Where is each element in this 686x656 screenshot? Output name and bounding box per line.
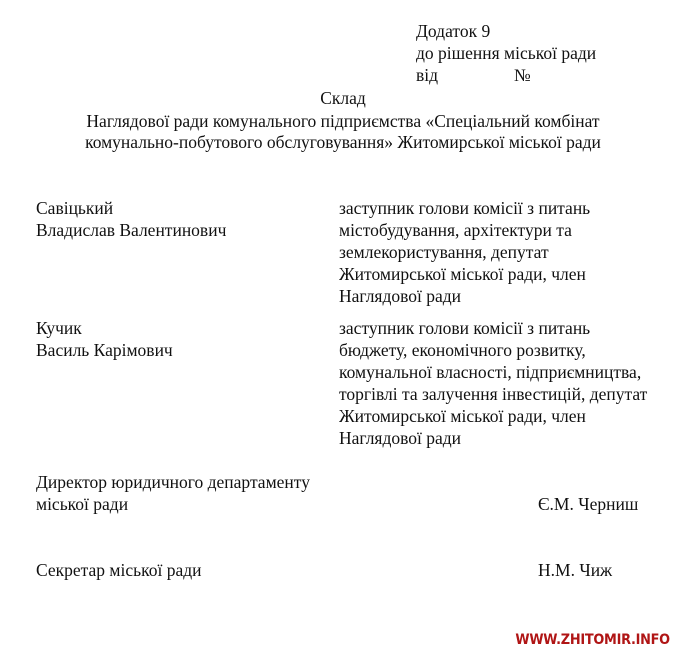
signature-name: Є.М. Черниш <box>538 494 639 514</box>
member-position-line: бюджету, економічного розвитку, <box>339 340 586 360</box>
member-surname: Савіцький <box>36 198 114 218</box>
member-position-line: комунальної власності, підприємництва, <box>339 362 642 382</box>
signature-title-line: Секретар міської ради <box>36 560 202 580</box>
document-heading: Склад <box>320 88 366 108</box>
member-position-line: Наглядової ради <box>339 428 462 448</box>
annex-decision: до рішення міської ради <box>416 43 597 63</box>
annex-date-number <box>416 64 596 86</box>
member-position-line: заступник голови комісії з питань <box>339 318 591 338</box>
member-position-line: Житомирської міської ради, член <box>339 406 586 426</box>
member-position-line: Наглядової ради <box>339 286 462 306</box>
member-position-line: землекористування, депутат <box>339 242 549 262</box>
member-position-line: містобудування, архітектури та <box>339 220 572 240</box>
document-title-line-2: комунально-побутового обслуговування» Житомирської міської ради <box>85 132 601 152</box>
signature-title-line: міської ради <box>36 494 129 514</box>
member-surname: Кучик <box>36 318 82 338</box>
annex-header <box>416 20 596 86</box>
annex-from: від <box>416 65 439 85</box>
member-position-line: заступник голови комісії з питань <box>339 198 591 218</box>
member-position-line: Житомирської міської ради, член <box>339 264 586 284</box>
member-given-name: Владислав Валентинович <box>36 220 227 240</box>
annex-number-sign: № <box>514 65 531 85</box>
document-title-line-1: Наглядової ради комунального підприємства «Спеціальний комбінат <box>86 111 600 131</box>
member-position-line: торгівлі та залучення інвестицій, депутат <box>339 384 648 404</box>
annex-number: Додаток 9 <box>416 21 491 41</box>
signature-title-line: Директор юридичного департаменту <box>36 472 310 492</box>
signature-name: Н.М. Чиж <box>538 560 613 580</box>
member-given-name: Василь Карімович <box>36 340 173 360</box>
site-watermark: WWW.ZHITOMIR.INFO <box>515 632 670 648</box>
